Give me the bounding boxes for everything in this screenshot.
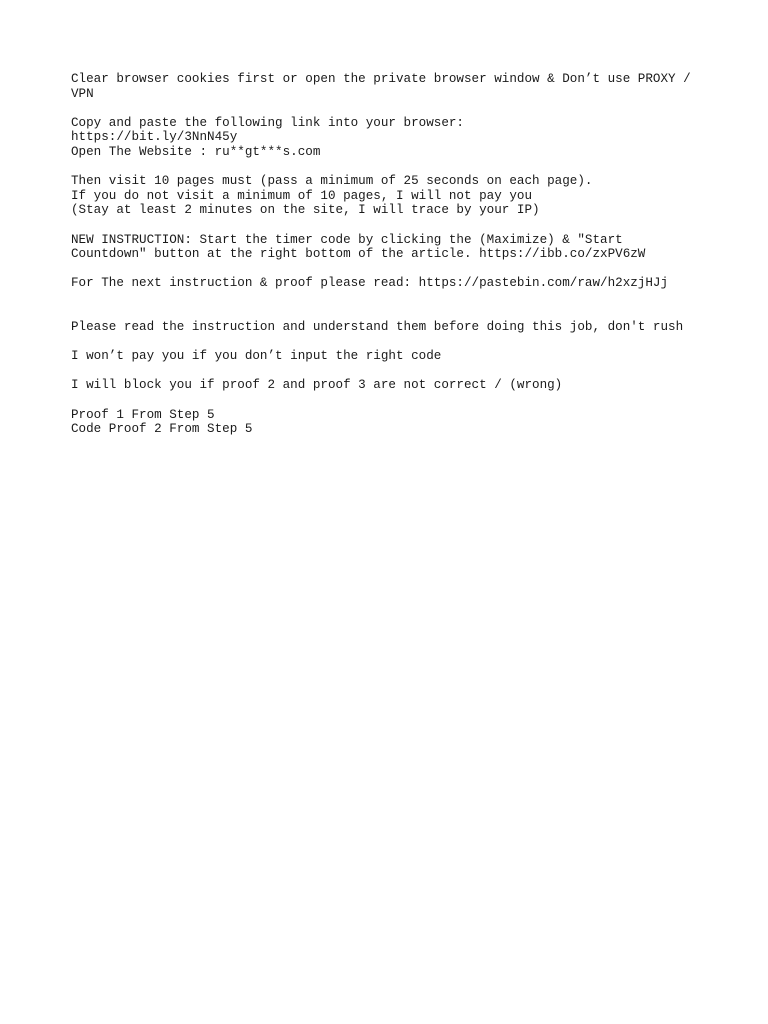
paragraph-spacer bbox=[71, 364, 711, 379]
document-page bbox=[71, 72, 711, 437]
text-line: If you do not visit a minimum of 10 pages, I will not pay you bbox=[71, 188, 533, 203]
paragraph-read-carefully bbox=[71, 320, 711, 335]
text-line: VPN bbox=[71, 86, 94, 101]
short-link-text: https://bit.ly/3NnN45y bbox=[71, 130, 238, 145]
text-line: (Stay at least 2 minutes on the site, I will trace by your IP) bbox=[71, 203, 540, 218]
paragraph-browser-setup bbox=[71, 72, 711, 101]
text-line: Open The Website : ru**gt***s.com bbox=[71, 144, 321, 159]
paragraph-payment-warning bbox=[71, 349, 711, 364]
text-line: Then visit 10 pages must (pass a minimum of 25 seconds on each page). bbox=[71, 174, 593, 189]
text-line: Countdown" button at the right bottom of the article. https://ibb.co/zxPV6zW bbox=[71, 247, 646, 262]
text-line: Please read the instruction and understand them before doing this job, don't rush bbox=[71, 320, 684, 335]
text-line: For The next instruction & proof please read: https://pastebin.com/raw/h2xzjHJj bbox=[71, 276, 669, 291]
text-line: Copy and paste the following link into your browser: bbox=[71, 115, 464, 130]
paragraph-spacer bbox=[71, 101, 711, 116]
paragraph-link-instructions bbox=[71, 116, 711, 160]
text-line: I will block you if proof 2 and proof 3 are not correct / (wrong) bbox=[71, 378, 563, 393]
paragraph-spacer bbox=[71, 335, 711, 350]
paragraph-spacer bbox=[71, 262, 711, 277]
paragraph-proofs bbox=[71, 408, 711, 437]
text-line: Proof 1 From Step 5 bbox=[71, 407, 215, 422]
paragraph-spacer bbox=[71, 160, 711, 175]
paragraph-spacer bbox=[71, 218, 711, 233]
text-line: NEW INSTRUCTION: Start the timer code by clicking the (Maximize) & "Start bbox=[71, 232, 623, 247]
text-line: I won’t pay you if you don’t input the right code bbox=[71, 349, 442, 364]
paragraph-spacer bbox=[71, 393, 711, 408]
paragraph-visit-requirements bbox=[71, 174, 711, 218]
paragraph-next-instruction bbox=[71, 276, 711, 291]
paragraph-new-instruction bbox=[71, 233, 711, 262]
paragraph-block-warning bbox=[71, 378, 711, 393]
paragraph-spacer bbox=[71, 291, 711, 320]
text-line: Clear browser cookies first or open the private browser window & Don’t use PROXY / bbox=[71, 72, 691, 86]
text-line: Code Proof 2 From Step 5 bbox=[71, 422, 253, 437]
